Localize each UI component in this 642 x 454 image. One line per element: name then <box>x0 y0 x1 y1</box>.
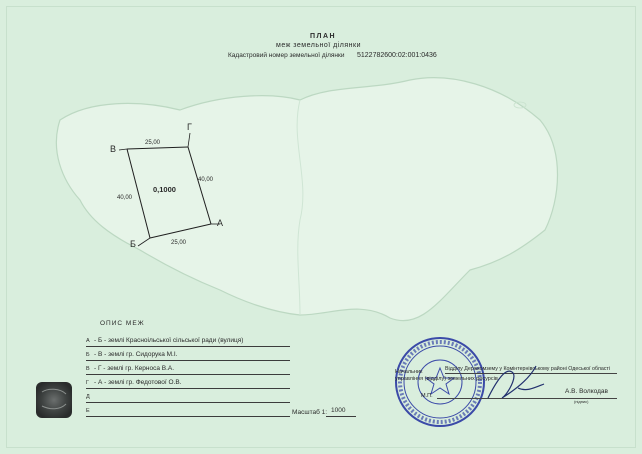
boundary-key: Г <box>86 380 89 386</box>
boundary-text: - Б - землі Красноільської сільської ради (вулиця) <box>94 337 244 344</box>
boundary-row <box>86 350 290 361</box>
side-label-bottom: 25,00 <box>171 240 187 246</box>
vertex-label-v: В <box>110 144 117 154</box>
vertex-label-g: Г <box>187 122 192 132</box>
cadastral-label: Кадастровий номер земельної ділянки <box>228 52 345 59</box>
department-caption: управління (відділу) земельних ресурсів <box>395 376 498 382</box>
vertex-label-a: А <box>217 218 224 228</box>
boundary-key: А <box>86 338 90 344</box>
head-label: Начальник <box>395 369 423 375</box>
boundary-key: Б <box>86 352 90 358</box>
signer-name: А.В. Волкодав <box>565 388 608 395</box>
boundary-row <box>86 364 290 375</box>
boundary-text: - В - землі гр. Сидорука М.І. <box>94 351 178 358</box>
hologram-stamp <box>34 380 74 420</box>
handwritten-signature <box>478 358 558 408</box>
boundary-row <box>86 392 290 403</box>
boundary-key: Е <box>86 408 90 414</box>
plan-title: ПЛАН <box>310 33 337 40</box>
scale-value: 1000 <box>331 407 346 414</box>
department-name: Відділу Держкомзему у Комінтернівському районі Одеської області <box>445 367 617 374</box>
boundary-row <box>86 378 290 389</box>
signer-caption: (підпис) <box>574 399 589 404</box>
plot-area: 0,1000 <box>153 185 176 194</box>
vertex-label-b: Б <box>130 239 136 249</box>
cadastral-number: 5122782600:02:001:0436 <box>357 52 437 59</box>
plan-subtitle: меж земельної ділянки <box>276 42 361 49</box>
boundary-key: Д <box>86 394 90 400</box>
boundary-row <box>86 406 290 417</box>
boundaries-title: ОПИС МЕЖ <box>100 320 145 327</box>
scale-label: Масштаб 1: <box>292 409 328 416</box>
seal-place-label: М.П. <box>421 393 433 399</box>
boundary-text: - А - землі гр. Федотової О.В. <box>94 379 182 386</box>
side-label-left: 40,00 <box>117 195 133 201</box>
boundary-key: В <box>86 366 90 372</box>
boundary-row <box>86 336 290 347</box>
side-label-top: 25,00 <box>145 140 161 146</box>
side-label-right: 40,00 <box>198 177 214 183</box>
boundary-text: - Г - землі гр. Керноса В.А. <box>94 365 175 372</box>
scale-underline <box>326 416 356 417</box>
